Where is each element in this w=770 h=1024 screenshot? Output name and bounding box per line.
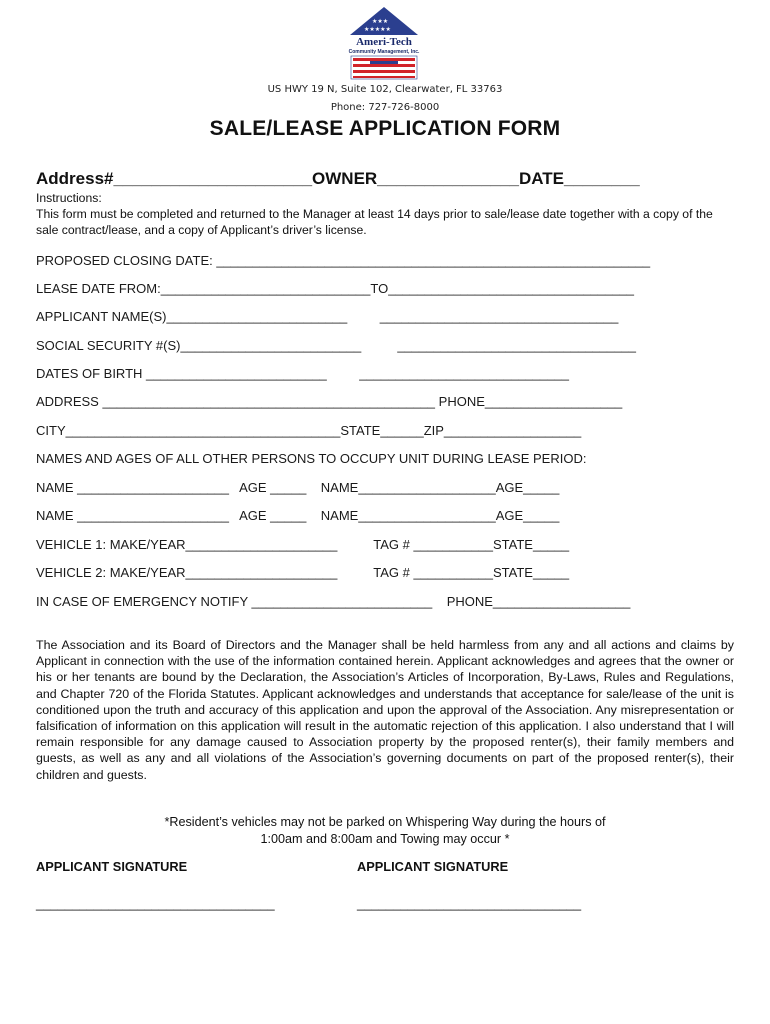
parking-notice [0,814,770,848]
company-phone: Phone: 727-726-8000 [330,102,440,113]
parking-notice-line-1: *Resident’s vehicles may not be parked on Whispering Way during the hours of [164,815,606,829]
applicant-signature-line-1[interactable]: _________________________________ [36,896,275,911]
city-state-zip-field[interactable]: CITY______________________________________STATE______ZIP___________________ [36,423,582,438]
occupant-row-2[interactable]: NAME _____________________ AGE _____ NAME___________________AGE_____ [36,508,560,523]
emergency-contact-field[interactable]: IN CASE OF EMERGENCY NOTIFY _________________________ PHONE___________________ [36,594,631,609]
ameri-tech-logo [344,5,424,81]
svg-text:★★★★★: ★★★★★ [364,26,391,33]
vehicle-1-field[interactable]: VEHICLE 1: MAKE/YEAR_____________________ TAG # ___________STATE_____ [36,537,570,552]
applicant-signature-label-2: APPLICANT SIGNATURE [357,859,509,874]
applicant-signature-label-1: APPLICANT SIGNATURE [36,859,188,874]
vehicle-2-field[interactable]: VEHICLE 2: MAKE/YEAR_____________________ TAG # ___________STATE_____ [36,565,570,580]
parking-notice-line-2: 1:00am and 8:00am and Towing may occur * [260,832,510,846]
applicant-name-field[interactable]: APPLICANT NAME(S)_________________________ _________________________________ [36,309,619,324]
logo-subtitle: Community Management, Inc. [348,49,420,55]
instructions-label: Instructions: [36,191,102,205]
company-address: US HWY 19 N, Suite 102, Clearwater, FL 33763 [267,84,503,95]
address-phone-field[interactable]: ADDRESS ______________________________________________ PHONE___________________ [36,394,623,409]
lease-date-field[interactable]: LEASE DATE FROM:_____________________________TO__________________________________ [36,281,635,296]
svg-text:★★★: ★★★ [372,18,389,25]
occupant-row-1[interactable]: NAME _____________________ AGE _____ NAME___________________AGE_____ [36,480,560,495]
social-security-field[interactable]: SOCIAL SECURITY #(S)_________________________ _________________________________ [36,338,636,353]
dates-of-birth-field[interactable]: DATES OF BIRTH _________________________ _____________________________ [36,366,569,381]
instructions-text: This form must be completed and returned to the Manager at least 14 days prior to sale/lease date together with a copy of the sale contract/lease, and a copy of Applicant’s driver’s license. [36,207,713,237]
agreement-paragraph: The Association and its Board of Directors and the Manager shall be held harmless from any and all actions and claims by Applicant in connection with the use of the information contained herein. Applicant acknowledges and agrees that the owner or his or her tenants are bound by the Declaration, the Association’s Articles of Incorporation, By-Laws, Rules and Regulations, and Chapter 720 of the Florida Statutes. Applicant acknowledges and understands that acceptance for sale/lease of the unit is conditioned upon the truth and accuracy of this application and upon the approval of the Association. Any misrepresentation or falsification of information on this application will result in the automatic rejection of this application. I also understand that I will remain responsible for any damage caused to Association property by the proposed renter(s), their family members and guests, as well as any and all violations of the Association’s governing documents on part of the proposed renter(s), their children and guests. [36,638,734,782]
closing-date-field[interactable]: PROPOSED CLOSING DATE: ____________________________________________________________ [36,253,651,268]
page-title: SALE/LEASE APPLICATION FORM [209,117,561,140]
occupants-heading: NAMES AND AGES OF ALL OTHER PERSONS TO OCCUPY UNIT DURING LEASE PERIOD: [36,451,587,466]
logo-name: Ameri-Tech [356,36,412,48]
address-owner-date-line[interactable]: Address#_____________________OWNER_______________DATE________ [36,169,640,188]
applicant-signature-line-2[interactable]: _______________________________ [357,896,582,911]
